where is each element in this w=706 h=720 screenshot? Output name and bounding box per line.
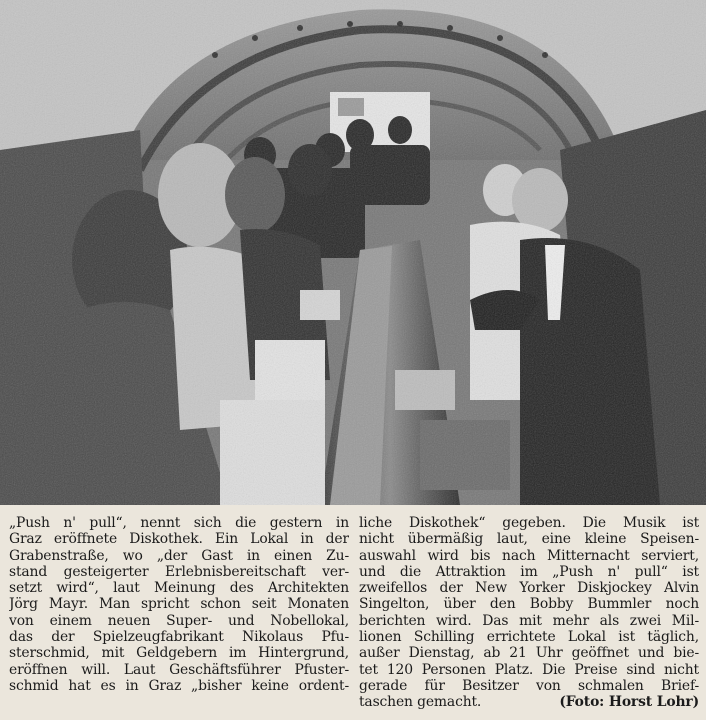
article-final-text: taschen gemacht.	[359, 694, 482, 711]
article-line: sterschmid, mit Geldgebern im Hintergrund,	[9, 645, 349, 662]
article-line: außer Dienstag, ab 21 Uhr geöffnet und bie-	[359, 645, 699, 662]
article-line: gerade für Besitzer von schmalen Brief-	[359, 677, 699, 694]
article-line: Graz eröffnete Diskothek. Ein Lokal in der	[9, 531, 349, 548]
left-column	[9, 515, 349, 715]
article-line: und die Attraktion im „Push n' pull“ ist	[359, 563, 699, 580]
article-line: das der Spielzeugfabrikant Nikolaus Pfu-	[9, 629, 349, 646]
article-line: zweifellos der New Yorker Diskjockey Alvin	[359, 580, 699, 597]
article-line: berichten wird. Das mit mehr als zwei Mil-	[359, 612, 699, 629]
article-line: schmid hat es in Graz „bisher keine ordent-	[9, 677, 349, 694]
article-line: eröffnen will. Laut Geschäftsführer Pfuster-	[9, 661, 349, 678]
article-line: „Push n' pull“, nennt sich die gestern in	[9, 515, 349, 531]
article-line: stand gesteigerter Erlebnisbereitschaft ver-	[9, 563, 349, 580]
photo-credit: (Foto: Horst Lohr)	[559, 694, 699, 711]
article-line: tet 120 Personen Platz. Die Preise sind nicht	[359, 661, 699, 678]
article-line: lionen Schilling errichtete Lokal ist täglich,	[359, 629, 699, 646]
right-column	[359, 515, 699, 715]
article-line: Jörg Mayr. Man spricht schon seit Monaten	[9, 596, 349, 613]
article-text	[9, 515, 699, 715]
article-line: nicht übermäßig laut, eine kleine Speisen-	[359, 531, 699, 548]
article-line: Singelton, über den Bobby Bummler noch	[359, 596, 699, 613]
article-line: setzt wird“, laut Meinung des Architekten	[9, 580, 349, 597]
article-line: auswahl wird bis nach Mitternacht serviert,	[359, 547, 699, 564]
article-line: Grabenstraße, wo „der Gast in einen Zu-	[9, 547, 349, 564]
article-line: liche Diskothek“ gegeben. Die Musik ist	[359, 515, 699, 531]
closing-line	[359, 694, 699, 710]
article-line: von einem neuen Super- und Nobellokal,	[9, 612, 349, 629]
